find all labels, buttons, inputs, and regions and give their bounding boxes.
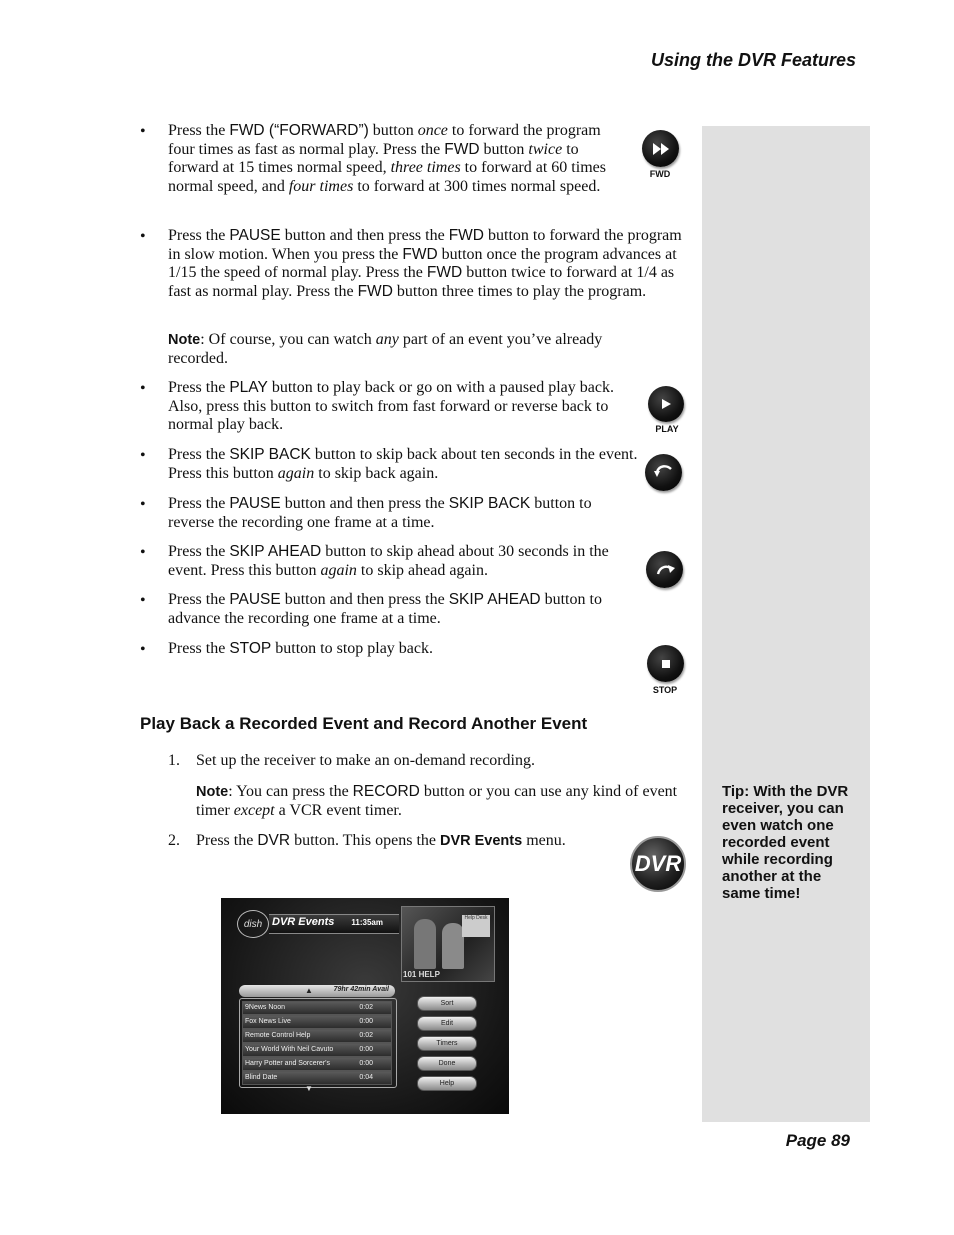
list-item: Harry Potter and Sorcerer's 0:00 [242, 1057, 392, 1071]
done-button: Done [417, 1056, 477, 1071]
step-2-text: Press the DVR button. This opens the DVR Events menu. [196, 832, 566, 849]
step-number: 1. [168, 752, 180, 769]
sidebar-tip: Tip: With the DVR receiver, you can even watch one recorded event while recording another at the same time! [722, 783, 849, 902]
step-number: 2. [168, 832, 180, 849]
bullet-pause-fwd: Press the PAUSE button and then press the FWD button to forward the program in slow motion. When you press the FWD button once the program advances at 1/15 the speed of normal play. Press the FWD button twice to forward at 1/4 as fast as normal play. Press the FWD button three times to play the program. [168, 227, 682, 301]
running-header: Using the DVR Features [650, 50, 856, 70]
available-time-bar [239, 985, 395, 997]
dish-logo: dish [237, 910, 269, 938]
note-record: Note: You can press the RECORD button or you can use any kind of event timer except a VCR event timer. [196, 783, 678, 819]
timers-button: Timers [417, 1036, 477, 1051]
available-time: 79hr 42min Avail [333, 986, 389, 993]
skip-ahead-icon [646, 551, 683, 588]
bullet-marker: • [140, 592, 146, 609]
bullet-skip-ahead: Press the SKIP AHEAD button to skip ahead about 30 seconds in the event. Press this button again to skip ahead again. [168, 543, 609, 579]
list-item: Your World With Neil Cavuto 0:00 [242, 1043, 392, 1057]
screen-title-bar [269, 914, 399, 934]
bullet-marker: • [140, 544, 146, 561]
event-list [239, 998, 397, 1088]
page-number: Page 89 [785, 1131, 850, 1150]
help-button: Help [417, 1076, 477, 1091]
sort-button: Sort [417, 996, 477, 1011]
screen-clock: 11:35am [351, 918, 383, 927]
list-item: Blind Date 0:04 [242, 1071, 392, 1085]
play-label: PLAY [655, 424, 679, 434]
stop-button-icon [647, 645, 684, 682]
note-watch-any: Note: Of course, you can watch any part of an event you’ve already recorded. [168, 331, 603, 367]
scroll-up-icon: ▲ [305, 986, 313, 995]
bullet-marker: • [140, 380, 146, 397]
list-item: Fox News Live 0:00 [242, 1015, 392, 1029]
bullet-marker: • [140, 228, 146, 245]
edit-button: Edit [417, 1016, 477, 1031]
bullet-marker: • [140, 641, 146, 658]
dvr-label: DVR [634, 851, 682, 876]
bullet-pause-skip-back: Press the PAUSE button and then press the SKIP BACK button to reverse the recording one frame at a time. [168, 495, 592, 531]
screen-title: DVR Events [272, 916, 335, 928]
stop-label: STOP [652, 685, 678, 695]
fwd-label: FWD [649, 169, 671, 179]
list-item: 9News Noon 0:02 [242, 1001, 392, 1015]
bullet-skip-back: Press the SKIP BACK button to skip back about ten seconds in the event. Press this button again to skip back again. [168, 446, 638, 482]
bullet-fwd: Press the FWD (“FORWARD”) button once to forward the program four times as fast as normal play. Press the FWD button twice to forward at 15 times normal speed, three times to forward at 60 times normal speed, and four times to forward at 300 times normal speed. [168, 122, 606, 196]
bullet-marker: • [140, 123, 146, 140]
preview-channel-label: 101 HELP [403, 970, 440, 979]
dvr-events-screenshot [221, 898, 509, 1114]
fwd-button-icon [642, 130, 679, 167]
sidebar-panel [702, 126, 870, 1122]
bullet-stop: Press the STOP button to stop play back. [168, 640, 434, 657]
scroll-down-icon: ▼ [305, 1084, 313, 1093]
dvr-button-icon [630, 836, 686, 892]
bullet-marker: • [140, 496, 146, 513]
bullet-pause-skip-ahead: Press the PAUSE button and then press the SKIP AHEAD button to advance the recording one frame at a time. [168, 591, 602, 627]
skip-back-icon [645, 454, 682, 491]
bullet-marker: • [140, 447, 146, 464]
list-item: Remote Control Help 0:02 [242, 1029, 392, 1043]
play-button-icon [648, 386, 684, 422]
section-heading: Play Back a Recorded Event and Record Another Event [140, 714, 588, 733]
step-1-text: Set up the receiver to make an on-demand recording. [196, 752, 535, 769]
preview-sign: Help Desk [462, 915, 490, 937]
bullet-play: Press the PLAY button to play back or go on with a paused play back. Also, press this button to switch from fast forward or reverse back to normal play back. [168, 379, 614, 434]
